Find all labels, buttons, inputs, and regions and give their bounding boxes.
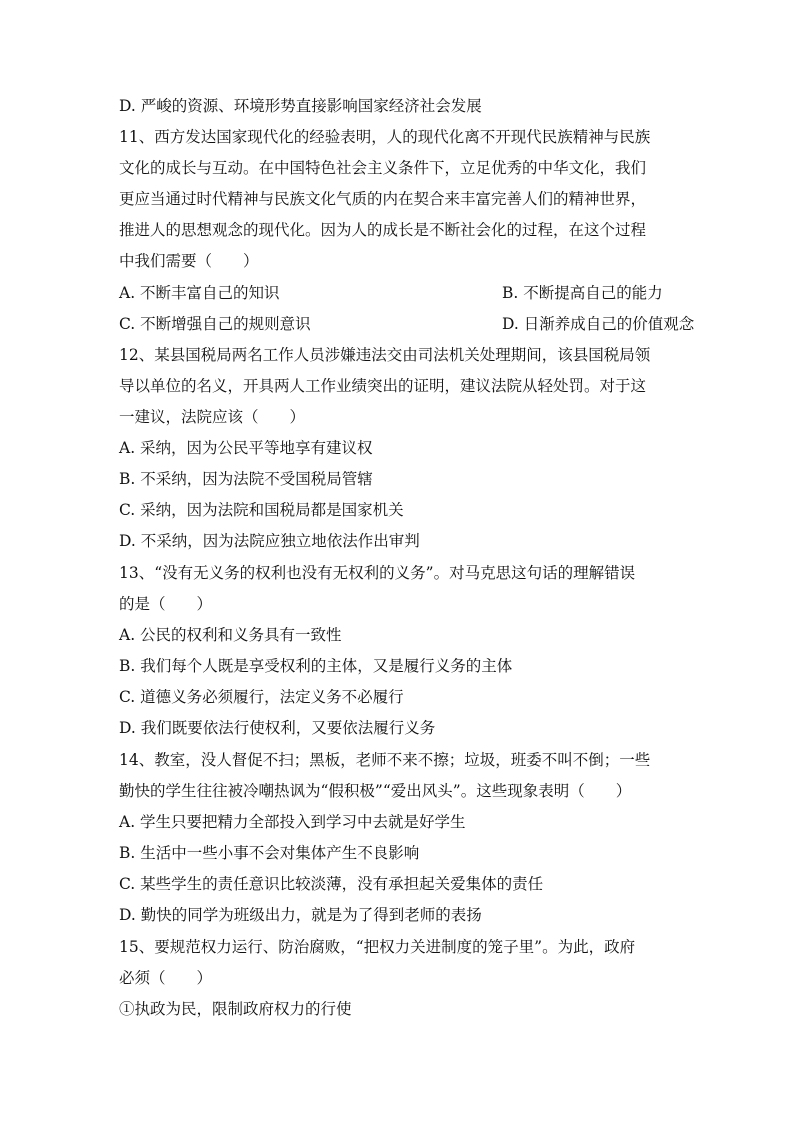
q11-stem-line-5: 中我们需要（ ） bbox=[119, 252, 259, 270]
q15-stem-line-1: 15、要规范权力运行、防治腐败，“把权力关进制度的笼子里”。为此，政府 bbox=[119, 938, 636, 956]
q10-option-d: D. 严峻的资源、环境形势直接影响国家经济社会发展 bbox=[119, 97, 482, 115]
q11-stem-line-3: 更应当通过时代精神与民族文化气质的内在契合来丰富完善人们的精神世界， bbox=[119, 190, 647, 208]
q14-option-a: A. 学生只要把精力全部投入到学习中去就是好学生 bbox=[119, 813, 466, 831]
q12-option-a: A. 采纳，因为公民平等地享有建议权 bbox=[119, 439, 373, 457]
q11-stem-line-1: 11、西方发达国家现代化的经验表明，人的现代化离不开现代民族精神与民族 bbox=[119, 128, 651, 146]
q12-stem-line-2: 导以单位的名义，开具两人工作业绩突出的证明，建议法院从轻处罚。对于这 bbox=[119, 377, 647, 395]
q13-option-d: D. 我们既要依法行使权利，又要依法履行义务 bbox=[119, 719, 436, 737]
q12-option-c: C. 采纳，因为法院和国税局都是国家机关 bbox=[119, 501, 404, 519]
q13-option-a: A. 公民的权利和义务具有一致性 bbox=[119, 626, 342, 644]
q11-options-row-2 bbox=[119, 314, 695, 334]
q13-option-c: C. 道德义务必须履行，法定义务不必履行 bbox=[119, 688, 404, 706]
q12-option-b: B. 不采纳，因为法院不受国税局管辖 bbox=[119, 470, 373, 488]
q11-option-c: C. 不断增强自己的规则意识 bbox=[119, 315, 311, 333]
q12-option-d: D. 不采纳，因为法院应独立地依法作出审判 bbox=[119, 532, 420, 550]
q14-option-c: C. 某些学生的责任意识比较淡薄，没有承担起关爱集体的责任 bbox=[119, 875, 544, 893]
q13-stem-line-2: 的是（ ） bbox=[119, 595, 213, 613]
q11-stem-line-4: 推进人的思想观念的现代化。因为人的成长是不断社会化的过程，在这个过程 bbox=[119, 221, 647, 239]
q12-stem-line-1: 12、某县国税局两名工作人员涉嫌违法交由司法机关处理期间，该县国税局领 bbox=[119, 346, 651, 364]
q11-option-a: A. 不断丰富自己的知识 bbox=[119, 284, 280, 302]
q15-item-1: ①执政为民，限制政府权力的行使 bbox=[119, 1000, 352, 1018]
q14-option-d: D. 勤快的同学为班级出力，就是为了得到老师的表扬 bbox=[119, 906, 482, 924]
q12-stem-line-3: 一建议，法院应该（ ） bbox=[119, 408, 306, 426]
q13-stem-line-1: 13、“没有无义务的权利也没有无权利的义务”。对马克思这句话的理解错误 bbox=[119, 564, 636, 582]
q11-option-b: B. 不断提高自己的能力 bbox=[502, 284, 663, 302]
q11-stem-line-2: 文化的成长与互动。在中国特色社会主义条件下，立足优秀的中华文化，我们 bbox=[119, 159, 647, 177]
q11-options-row-1 bbox=[119, 283, 663, 303]
q14-stem-line-2: 勤快的学生往往被冷嘲热讽为“假积极”“爱出风头”。这些现象表明（ ） bbox=[119, 782, 632, 800]
q14-option-b: B. 生活中一些小事不会对集体产生不良影响 bbox=[119, 844, 420, 862]
q11-option-d: D. 日渐养成自己的价值观念 bbox=[502, 315, 695, 333]
q14-stem-line-1: 14、教室，没人督促不扫；黑板，老师不来不擦；垃圾，班委不叫不倒；一些 bbox=[119, 751, 651, 769]
q15-stem-line-2: 必须（ ） bbox=[119, 969, 213, 987]
q13-option-b: B. 我们每个人既是享受权利的主体，又是履行义务的主体 bbox=[119, 657, 513, 675]
